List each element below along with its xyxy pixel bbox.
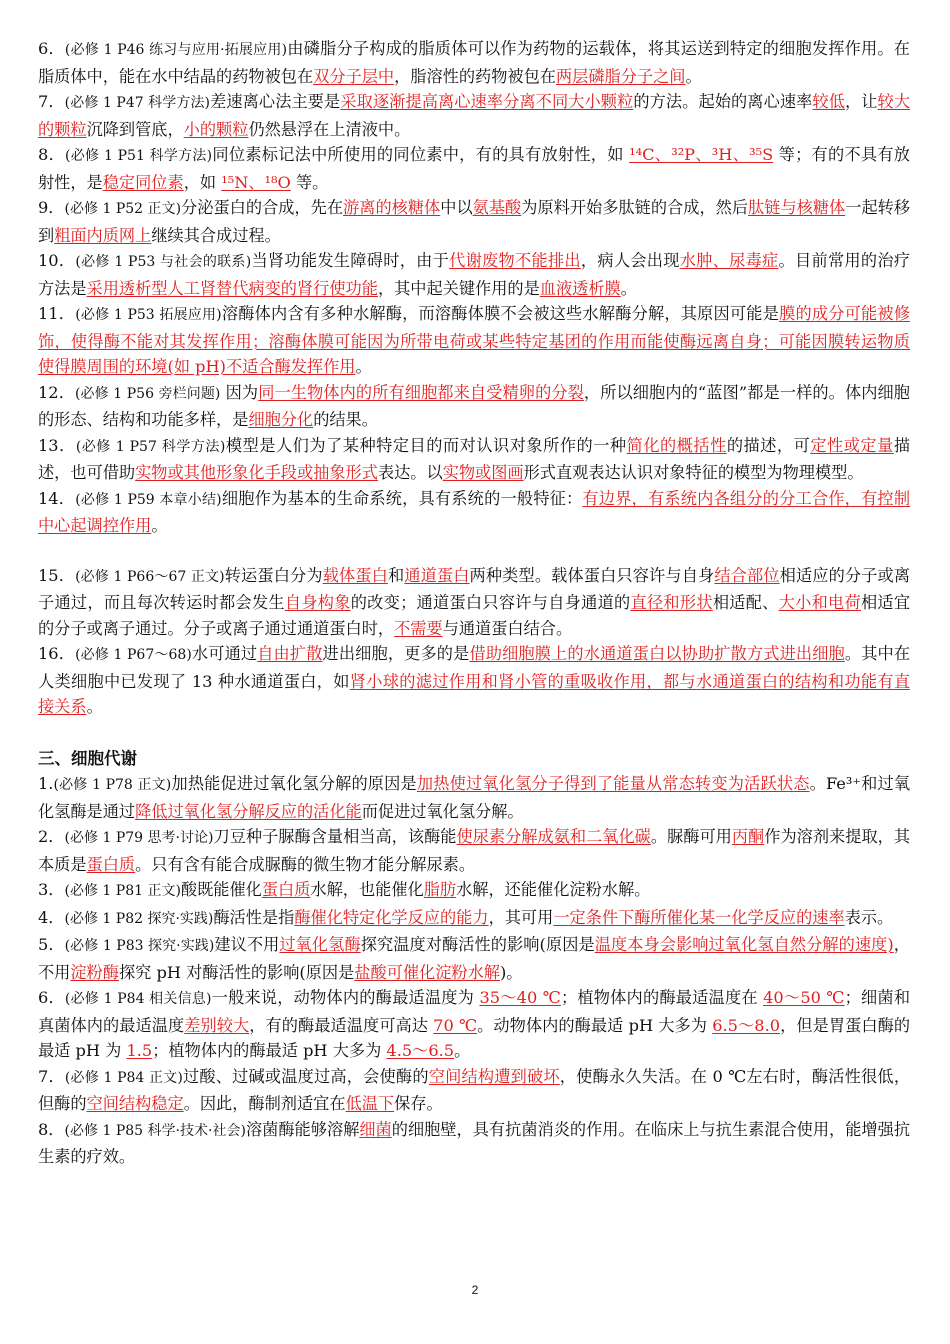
document-body	[38, 36, 910, 1170]
textbook-source: (必修 1 P67～68)	[75, 647, 192, 663]
question-text: ；细菌和真菌体内的最适温度	[38, 988, 911, 1035]
item-number: 13．	[38, 435, 76, 455]
item-number: 7．	[38, 92, 65, 111]
answer-text: 淀粉酶	[70, 962, 119, 982]
question-text: ，但是胃蛋白酶的最适 pH 为	[38, 1015, 911, 1060]
question-item	[38, 89, 910, 142]
question-text: 的结果。	[313, 410, 378, 429]
question-text: 相适应的分子或离子通过，而且每次转运时都会发生	[38, 565, 911, 612]
textbook-source: (必修 1 P59 本章小结)	[75, 491, 222, 508]
question-item	[38, 195, 910, 248]
answer-text: 自由扩散	[257, 644, 323, 663]
question-text: 分泌蛋白的合成，先在	[181, 198, 344, 217]
question-text: 溶菌酶能够溶解	[245, 1119, 360, 1139]
answer-text: 加热使过氧化氢分子得到了能量从常态转变为活跃状态	[416, 774, 810, 793]
section-heading-cell-metabolism: 三、细胞代谢	[38, 748, 137, 768]
question-text: 。目前常用的治疗方法是	[38, 251, 911, 298]
textbook-source: (必修 1 P84 相关信息)	[64, 991, 212, 1007]
textbook-source: (必修 1 P51 科学方法)	[65, 148, 213, 164]
question-item	[38, 1064, 910, 1117]
answer-text: 70 ℃	[433, 1015, 478, 1035]
answer-text: 35～40 ℃	[479, 988, 561, 1007]
question-text: 等；有的不具有放射性，是	[38, 145, 910, 192]
question-text: 因为	[220, 382, 259, 402]
question-text: 。	[685, 66, 702, 86]
question-text: 水可通过	[191, 644, 258, 663]
question-item	[38, 771, 910, 824]
question-text: ，如	[183, 172, 222, 192]
question-text: ，其可用	[488, 907, 554, 927]
answer-text: 降低过氧化氢分解反应的活化能	[135, 801, 362, 821]
answer-text: 粗面内质网上	[54, 225, 152, 245]
item-number: 3．	[38, 880, 65, 899]
question-text: 。只有含有能合成脲酶的微生物才能分解尿素。	[135, 854, 476, 874]
question-item	[38, 905, 910, 933]
question-text: ，使酶永久失活。在 0 ℃左右时，酶活性很低，但酶的	[38, 1066, 911, 1113]
question-text: 的改变；通道蛋白只容许与自身通道的	[350, 593, 631, 612]
question-text: 差速离心法主要是	[210, 92, 341, 111]
item-number: 15．	[38, 565, 76, 585]
question-item	[38, 433, 910, 486]
question-text: 。其中在人类细胞中已发现了 13 种水通道蛋白，如	[38, 644, 911, 691]
answer-text: 40～50 ℃	[763, 988, 845, 1007]
item-number: 10．	[38, 251, 76, 270]
question-item	[38, 301, 910, 380]
question-text: 而促进过氧化氢分解。	[361, 801, 524, 821]
question-text: 过酸、过碱或温度过高，会使酶的	[182, 1066, 429, 1086]
question-item	[38, 877, 910, 905]
item-number: 1.	[38, 774, 54, 793]
question-text: 水解，还能催化淀粉水解。	[456, 880, 651, 899]
answer-text: 两层磷脂分子之间	[556, 66, 686, 86]
question-item	[38, 486, 910, 539]
answer-text: 差别较大	[184, 1015, 250, 1035]
question-text: ，脂溶性的药物被包在	[394, 66, 556, 86]
question-text: 进出细胞，更多的是	[322, 644, 470, 663]
question-text: 和	[387, 565, 405, 585]
question-text: 相适配、	[712, 593, 779, 612]
question-text: 保存。	[394, 1094, 443, 1113]
question-item	[38, 248, 910, 301]
answer-text: 空间结构遭到破坏	[428, 1066, 560, 1086]
question-text: 细胞作为基本的生命系统，具有系统的一般特征：	[221, 488, 583, 508]
answer-text: 载体蛋白	[322, 565, 388, 585]
question-text: 与通道蛋白结合。	[442, 618, 573, 638]
item-list	[38, 36, 910, 720]
item-number: 14．	[38, 488, 76, 508]
item-number: 11．	[38, 304, 76, 323]
question-text: 的描述，可	[726, 435, 811, 455]
question-text: 模型是人们为了某种特定目的而对认识对象所作的一种	[225, 435, 627, 455]
question-text: 。	[454, 1041, 471, 1060]
question-text: 当肾功能发生障碍时，由于	[251, 251, 450, 270]
answer-text: 脂肪	[423, 880, 457, 899]
question-text: 探究温度对酶活性的影响(原因是	[360, 935, 595, 954]
textbook-source: (必修 1 P84 正文)	[64, 1069, 183, 1086]
answer-text: 自身构象	[284, 593, 351, 612]
question-text: 。	[355, 357, 372, 376]
question-text: 。	[86, 697, 103, 716]
answer-text: 简化的概括性	[626, 435, 727, 455]
answer-text: 有边界，有系统内各组分的分工合作，有控制中心起调控作用	[38, 488, 911, 535]
answer-text: 不需要	[394, 618, 443, 638]
question-text: 沉降到管底，	[86, 119, 184, 139]
question-text: 的方法。起始的离心速率	[633, 92, 813, 111]
item-number: 4．	[38, 907, 65, 927]
question-text: 。动物体内的酶最适 pH 大多为	[477, 1015, 713, 1035]
question-text: 。Fe³⁺和过氧化氢酶是通过	[38, 774, 911, 821]
answer-text: 温度本身会影响过氧化氢自然分解的速度)	[594, 935, 894, 954]
question-text: 刀豆种子脲酶含量相当高，该酶能	[213, 827, 457, 846]
question-item	[38, 1117, 910, 1170]
answer-text: 肽链与核糖体	[748, 198, 846, 217]
answer-text: 采用透析型人工肾替代病变的肾行使功能	[86, 278, 378, 298]
answer-text: 较低	[812, 92, 845, 111]
question-text: 溶酶体内含有多种水解酶，而溶酶体膜不会被这些水解酶分解，其原因可能是	[221, 304, 780, 323]
textbook-source: (必修 1 P81 正文)	[64, 883, 181, 899]
question-item	[38, 641, 910, 720]
answer-text: 定性或定量	[810, 435, 894, 455]
question-text: 转运蛋白分为	[224, 565, 323, 585]
question-text: 。因此，酶制剂适宜在	[183, 1094, 346, 1113]
answer-text: ¹⁴C、³²P、³H、³⁵S	[629, 145, 774, 164]
question-text: 酸既能催化	[180, 880, 262, 899]
question-text: 仍然悬浮在上清液中。	[248, 119, 411, 139]
item-number: 16．	[38, 644, 76, 663]
answer-text: 通道蛋白	[404, 565, 470, 585]
answer-text: 结合部位	[714, 565, 780, 585]
answer-text: 采取逐渐提高离心速率分离不同大小颗粒	[340, 92, 634, 111]
question-item	[38, 142, 910, 195]
answer-text: 游离的核糖体	[343, 198, 441, 217]
question-text: ，有的酶最适温度可高达	[249, 1015, 434, 1035]
answer-text: 空间结构稳定	[86, 1094, 184, 1113]
answer-text: 盐酸可催化淀粉水解	[354, 962, 500, 982]
question-item	[38, 563, 910, 642]
answer-text: 细菌	[359, 1119, 392, 1139]
question-item	[38, 985, 910, 1064]
answer-text: 酶催化特定化学反应的能力	[294, 907, 489, 927]
question-text: 相适宜的分子或离子通过。分子或离子通过通道蛋白时，	[38, 593, 911, 638]
question-item	[38, 380, 910, 433]
question-text: 水解，也能催化	[310, 880, 424, 899]
textbook-source: (必修 1 P46 练习与应用·拓展应用)	[64, 42, 288, 58]
answer-text: 氨基酸	[472, 198, 522, 217]
answer-text: 稳定同位素	[102, 172, 184, 192]
textbook-source: (必修 1 P83 探究·实践)	[64, 938, 215, 954]
answer-text: 一定条件下酶所催化某一化学反应的速率	[553, 907, 845, 927]
question-text: 建议不用	[214, 935, 280, 954]
textbook-source: (必修 1 P56 旁栏问题)	[74, 385, 221, 402]
question-text: ，不用	[38, 935, 910, 982]
answer-text: 代谢废物不能排出	[449, 251, 581, 270]
question-text: 作为溶剂来提取，其本质是	[38, 827, 911, 874]
answer-text: 细胞分化	[248, 410, 314, 429]
question-text: 。	[620, 278, 637, 298]
question-text: 继续其合成过程。	[151, 225, 281, 245]
question-text: 一起转移到	[38, 198, 911, 245]
textbook-source: (必修 1 P85 科学·技术·社会)	[64, 1122, 246, 1139]
answer-text: 蛋白质	[261, 880, 311, 899]
question-text: 两种类型。载体蛋白只容许与自身	[469, 565, 715, 585]
answer-text: 过氧化氢酶	[279, 935, 361, 954]
answer-text: 大小和电荷	[778, 593, 861, 612]
question-item	[38, 36, 910, 89]
answer-text: 肾小球的滤过作用和肾小管的重吸收作用，都与水通道蛋白的结构和功能有直接关系	[38, 671, 911, 716]
item-number: 12．	[38, 382, 75, 402]
answer-text: ¹⁵N、¹⁸O	[221, 172, 291, 192]
answer-text: 膜的成分可能被修饰，使得酶不能对其发挥作用；溶酶体膜可能因为所带电荷或某些特定基团的作用而能使酶远离自身；可能因膜转运物质使得膜周围的环境(如 pH)不适合酶发挥作用	[38, 304, 911, 376]
answer-text: 血液透析膜	[539, 278, 621, 298]
question-text: 酶活性是指	[213, 907, 295, 927]
question-text: 加热能促进过氧化氢分解的原因是	[171, 774, 417, 793]
question-text: 形式直观表达认识对象特征的模型为物理模型。	[523, 463, 864, 482]
question-text: 。脲酶可用	[650, 827, 732, 846]
answer-text: 蛋白质	[86, 854, 136, 874]
answer-text: 实物或其他形象化手段或抽象形式	[135, 463, 378, 482]
item-number: 5．	[38, 935, 65, 954]
question-text: ，其中起关键作用的是	[377, 278, 540, 298]
answer-text: 同一生物体内的所有细胞都来自受精卵的分裂	[258, 382, 584, 402]
textbook-source: (必修 1 P53 拓展应用)	[75, 307, 222, 323]
textbook-source: (必修 1 P53 与社会的联系)	[75, 254, 252, 270]
question-text: ，所以细胞内的“蓝图”都是一样的。体内细胞的形态、结构和功能多样，是	[38, 382, 910, 429]
answer-text: 借助细胞膜上的水通道蛋白以协助扩散方式进出细胞	[469, 644, 845, 663]
question-item	[38, 824, 910, 877]
question-text: 表示。	[844, 907, 894, 927]
question-text: )。	[499, 962, 523, 982]
answer-text: 小的颗粒	[183, 119, 249, 139]
answer-text: 双分子层中	[313, 66, 395, 86]
question-text: 同位素标记法中所使用的同位素中，有的具有放射性，如	[212, 145, 630, 164]
answer-text: 丙酮	[731, 827, 765, 846]
question-text: 等。	[290, 172, 329, 192]
textbook-source: (必修 1 P79 思考·讨论)	[64, 830, 214, 846]
question-text: 探究 pH 对酶活性的影响(原因是	[118, 962, 355, 982]
question-text: ，让	[844, 92, 878, 111]
question-text: 中以	[440, 198, 473, 217]
item-number: 6．	[38, 988, 65, 1007]
item-number: 8．	[38, 145, 66, 164]
question-text: 为原料开始多肽链的合成，然后	[521, 198, 749, 217]
question-text: 一般来说，动物体内的酶最适温度为	[211, 988, 480, 1007]
question-text: 表达。以	[377, 463, 443, 482]
answer-text: 直径和形状	[630, 593, 713, 612]
answer-text: 6.5～8.0	[712, 1015, 781, 1035]
page-number: 2	[471, 1283, 479, 1297]
textbook-source: (必修 1 P78 正文)	[53, 777, 172, 793]
question-text: 描述，也可借助	[38, 435, 911, 482]
textbook-source: (必修 1 P66～67 正文)	[75, 568, 225, 585]
textbook-source: (必修 1 P47 科学方法)	[64, 95, 210, 111]
item-list-metabolism	[38, 771, 910, 1170]
textbook-source: (必修 1 P52 正文)	[64, 201, 182, 217]
question-text: 由磷脂分子构成的脂质体可以作为药物的运载体，将其运送到特定的细胞发挥作用。在脂质体中，能在水中结晶的药物被包在	[38, 39, 910, 86]
answer-text: 1.5	[126, 1041, 153, 1060]
textbook-source: (必修 1 P57 科学方法)	[75, 438, 226, 455]
question-text: 。	[151, 516, 168, 535]
answer-text: 较大的颗粒	[38, 92, 911, 139]
answer-text: 低温下	[345, 1094, 395, 1113]
item-number: 2．	[38, 827, 65, 846]
textbook-source: (必修 1 P82 探究·实践)	[64, 910, 214, 927]
question-text: ；植物体内的酶最适温度在	[560, 988, 764, 1007]
question-item	[38, 932, 910, 985]
answer-text: 水肿、尿毒症	[679, 251, 779, 270]
question-text: 的细胞壁，具有抗菌消炎的作用。在临床上与抗生素混合使用，能增强抗生素的疗效。	[38, 1119, 911, 1166]
answer-text: 4.5～6.5	[386, 1041, 455, 1060]
item-number: 9．	[38, 198, 65, 217]
item-number: 6．	[38, 39, 65, 58]
item-number: 8．	[38, 1119, 65, 1139]
question-text: ，病人会出现	[580, 251, 680, 270]
answer-text: 实物或图画	[442, 463, 524, 482]
answer-text: 使尿素分解成氨和二氧化碳	[456, 827, 651, 846]
item-number: 7．	[38, 1066, 65, 1086]
question-text: ；植物体内的酶最适 pH 大多为	[152, 1041, 387, 1060]
